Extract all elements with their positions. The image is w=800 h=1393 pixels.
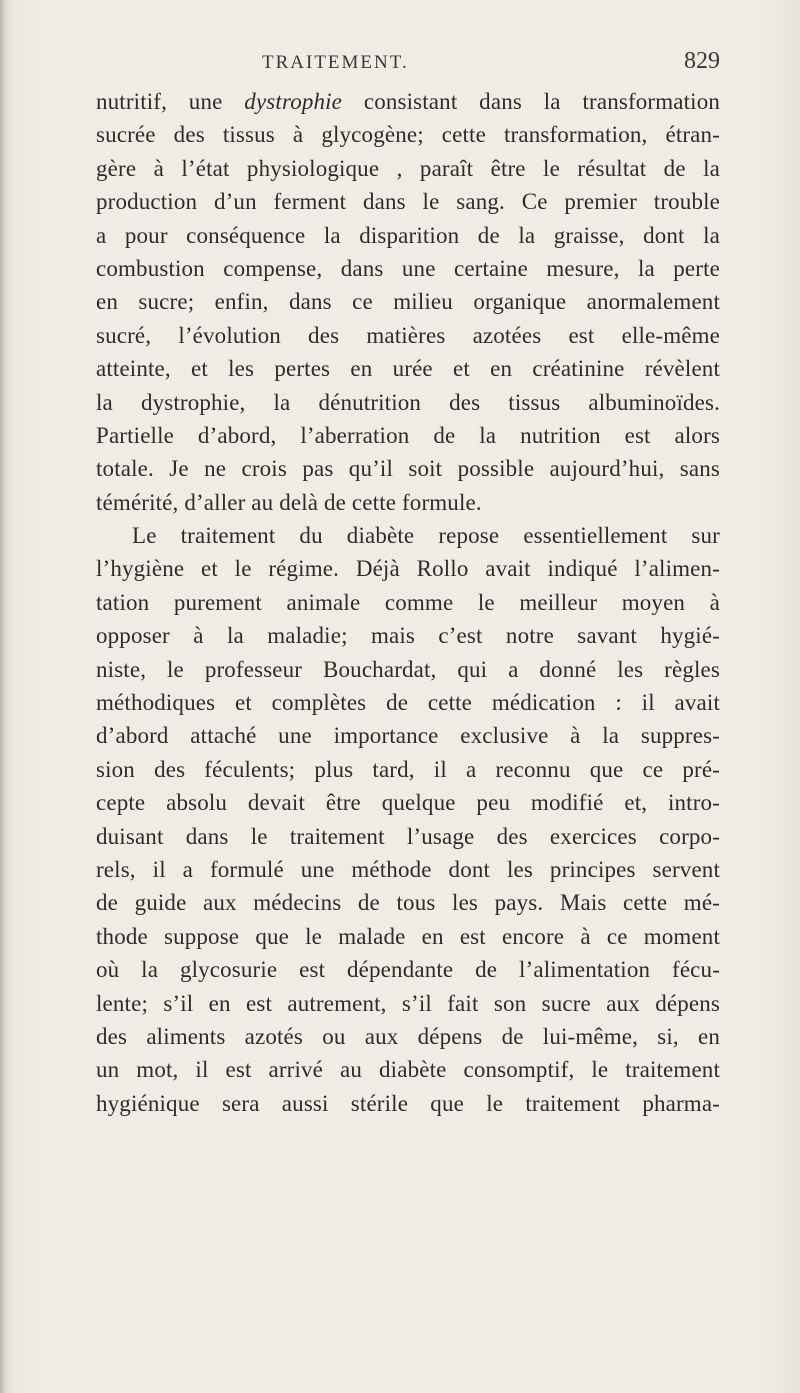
text-line: gère à l’état physiologique , paraît être le résultat de la: [96, 155, 720, 181]
text-line: duisant dans le traitement l’usage des exercices corpo-: [96, 823, 720, 849]
text-line: où la glycosurie est dépendante de l’alimentation fécu-: [96, 957, 720, 983]
text-line: Le traitement du diabète repose essentiellement sur: [132, 523, 720, 549]
text-line: sucrée des tissus à glycogène; cette transformation, étran-: [96, 122, 720, 148]
text-line: combustion compense, dans une certaine mesure, la perte: [96, 255, 720, 281]
text-line: témérité, d’aller au delà de cette formule.: [96, 489, 482, 515]
text-line: sucré, l’évolution des matières azotées est elle-même: [96, 322, 720, 348]
text-line: rels, il a formulé une méthode dont les principes servent: [96, 856, 720, 882]
page-number: 829: [684, 48, 720, 74]
running-title: TRAITEMENT.: [262, 52, 409, 73]
text-line: niste, le professeur Bouchardat, qui a donné les règles: [96, 656, 720, 682]
text-line: des aliments azotés ou aux dépens de lui-même, si, en: [96, 1023, 720, 1049]
page-gutter-shadow: [0, 0, 6, 1393]
text-line: thode suppose que le malade en est encore à ce moment: [96, 923, 720, 949]
emphasis-term: dystrophie: [244, 89, 343, 114]
text-line: nutritif, une dystrophie consistant dans la transformation: [96, 89, 720, 114]
text-line: en sucre; enfin, dans ce milieu organique anormalement: [96, 289, 720, 315]
text-line: hygiénique sera aussi stérile que le traitement pharma-: [96, 1090, 720, 1116]
running-head: [96, 48, 720, 82]
text-line: opposer à la maladie; mais c’est notre savant hygié-: [96, 623, 720, 649]
text-line: a pour conséquence la disparition de la graisse, dont la: [96, 222, 720, 248]
text-line: méthodiques et complètes de cette médication : il avait: [96, 690, 720, 716]
text-line: production d’un ferment dans le sang. Ce premier trouble: [96, 189, 720, 215]
text-line: tation purement animale comme le meilleur moyen à: [96, 589, 720, 615]
text-line: un mot, il est arrivé au diabète consomptif, le traitement: [96, 1057, 720, 1083]
text-line: atteinte, et les pertes en urée et en créatinine révèlent: [96, 356, 720, 382]
text-line: cepte absolu devait être quelque peu modifié et, intro-: [96, 790, 720, 816]
text-line: sion des féculents; plus tard, il a reconnu que ce pré-: [96, 756, 720, 782]
text-line: de guide aux médecins de tous les pays. Mais cette mé-: [96, 890, 720, 916]
body-text: [96, 85, 720, 1120]
text-line: d’abord attaché une importance exclusive à la suppres-: [96, 723, 720, 749]
text-line: lente; s’il en est autrement, s’il fait son sucre aux dépens: [96, 990, 720, 1016]
text-line: totale. Je ne crois pas qu’il soit possible aujourd’hui, sans: [96, 456, 720, 482]
text-line: Partielle d’abord, l’aberration de la nutrition est alors: [96, 422, 720, 448]
text-line: l’hygiène et le régime. Déjà Rollo avait indiqué l’alimen-: [96, 556, 720, 582]
text-line: la dystrophie, la dénutrition des tissus albuminoïdes.: [96, 389, 720, 415]
